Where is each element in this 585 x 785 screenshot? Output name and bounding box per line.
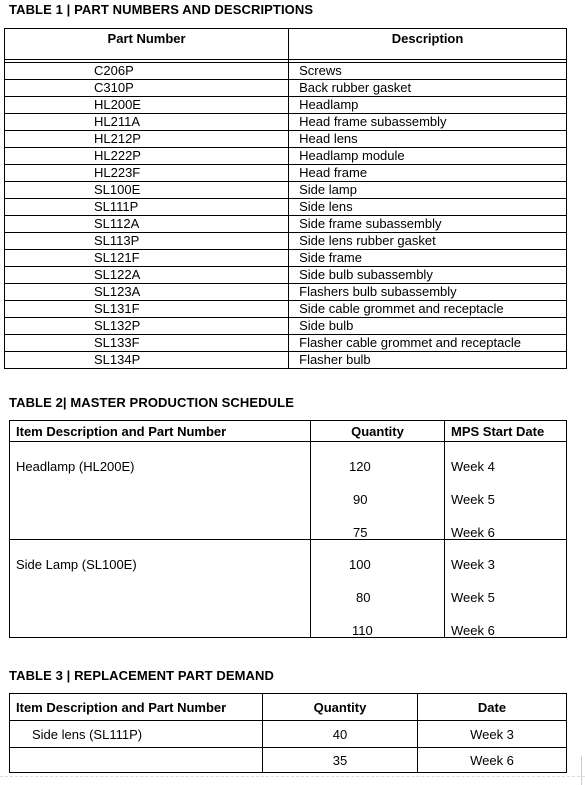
column-header: Description	[289, 29, 567, 60]
table-row	[5, 80, 567, 97]
date-value: Week 6	[451, 623, 495, 638]
part-number-cell: SL134P	[5, 352, 289, 369]
description-cell: Side bulb	[289, 318, 567, 335]
description-cell: Head frame subassembly	[289, 114, 567, 131]
date-value: Week 5	[451, 492, 495, 507]
table-header-row	[5, 29, 567, 60]
table-row	[5, 335, 567, 352]
item-cell: Side lens (SL111P)	[10, 721, 263, 748]
column-header: Quantity	[311, 421, 445, 442]
part-number-cell: SL121F	[5, 250, 289, 267]
part-number-cell: HL200E	[5, 97, 289, 114]
part-number-cell: HL223F	[5, 165, 289, 182]
item-cell	[10, 748, 263, 773]
quantity-value: 100	[349, 557, 371, 572]
description-cell: Side lamp	[289, 182, 567, 199]
table-header-row	[10, 694, 567, 721]
description-cell: Side lens	[289, 199, 567, 216]
column-header: Quantity	[263, 694, 418, 721]
page-edge-line	[581, 756, 582, 785]
table-row	[5, 301, 567, 318]
table-header-row	[10, 421, 567, 442]
table-row	[5, 284, 567, 301]
description-cell: Side cable grommet and receptacle	[289, 301, 567, 318]
description-cell: Side frame subassembly	[289, 216, 567, 233]
part-number-cell: SL112A	[5, 216, 289, 233]
description-cell: Side bulb subassembly	[289, 267, 567, 284]
column-header: Date	[418, 694, 567, 721]
part-number-cell: SL133F	[5, 335, 289, 352]
table-row	[5, 267, 567, 284]
description-cell: Flashers bulb subassembly	[289, 284, 567, 301]
part-number-cell: SL113P	[5, 233, 289, 250]
part-number-cell: SL122A	[5, 267, 289, 284]
page-break-line	[0, 776, 585, 777]
part-number-cell: HL211A	[5, 114, 289, 131]
item-cell: Headlamp (HL200E)	[10, 442, 311, 540]
date-value: Week 4	[451, 459, 495, 474]
table-row	[5, 216, 567, 233]
quantity-cell	[311, 442, 445, 540]
column-header: Part Number	[5, 29, 289, 60]
part-number-cell: SL132P	[5, 318, 289, 335]
quantity-cell: 40	[263, 721, 418, 748]
description-cell: Headlamp	[289, 97, 567, 114]
date-cell	[445, 540, 567, 638]
table-row	[5, 114, 567, 131]
date-value: Week 3	[451, 557, 495, 572]
table1-title: TABLE 1 | PART NUMBERS AND DESCRIPTIONS	[9, 2, 314, 17]
table-row	[5, 250, 567, 267]
description-cell: Flasher cable grommet and receptacle	[289, 335, 567, 352]
table-row	[10, 748, 567, 773]
description-cell: Head frame	[289, 165, 567, 182]
quantity-cell	[311, 540, 445, 638]
table-row	[5, 63, 567, 80]
table-row	[5, 233, 567, 250]
description-cell: Back rubber gasket	[289, 80, 567, 97]
date-cell: Week 3	[418, 721, 567, 748]
quantity-value: 120	[349, 459, 371, 474]
table-row	[10, 442, 567, 540]
part-number-cell: SL100E	[5, 182, 289, 199]
table3-title: TABLE 3 | REPLACEMENT PART DEMAND	[9, 668, 275, 683]
table-row	[5, 199, 567, 216]
table-row	[5, 97, 567, 114]
part-number-cell: C310P	[5, 80, 289, 97]
column-header: Item Description and Part Number	[10, 694, 263, 721]
quantity-value: 80	[356, 590, 371, 605]
replacement-part-demand-table	[9, 693, 567, 773]
part-number-cell: HL212P	[5, 131, 289, 148]
table-row	[5, 165, 567, 182]
quantity-cell: 35	[263, 748, 418, 773]
description-cell: Headlamp module	[289, 148, 567, 165]
quantity-value: 110	[352, 623, 373, 638]
table-row	[10, 721, 567, 748]
date-cell	[445, 442, 567, 540]
table-row	[10, 540, 567, 638]
column-header: MPS Start Date	[445, 421, 567, 442]
date-value: Week 6	[451, 525, 495, 540]
table2-title: TABLE 2| MASTER PRODUCTION SCHEDULE	[9, 395, 294, 410]
date-cell: Week 6	[418, 748, 567, 773]
table-row	[5, 148, 567, 165]
column-header: Item Description and Part Number	[10, 421, 311, 442]
description-cell: Side lens rubber gasket	[289, 233, 567, 250]
item-cell: Side Lamp (SL100E)	[10, 540, 311, 638]
table-row	[5, 352, 567, 369]
description-cell: Head lens	[289, 131, 567, 148]
part-number-cell: C206P	[5, 63, 289, 80]
master-production-schedule-table	[9, 420, 567, 638]
table-row	[5, 131, 567, 148]
part-number-cell: SL131F	[5, 301, 289, 318]
date-value: Week 5	[451, 590, 495, 605]
part-number-cell: HL222P	[5, 148, 289, 165]
table-row	[5, 318, 567, 335]
part-number-cell: SL111P	[5, 199, 289, 216]
quantity-value: 75	[353, 525, 368, 540]
description-cell: Side frame	[289, 250, 567, 267]
part-number-cell: SL123A	[5, 284, 289, 301]
description-cell: Flasher bulb	[289, 352, 567, 369]
part-numbers-table	[4, 28, 567, 369]
description-cell: Screws	[289, 63, 567, 80]
table-row	[5, 182, 567, 199]
quantity-value: 90	[353, 492, 368, 507]
